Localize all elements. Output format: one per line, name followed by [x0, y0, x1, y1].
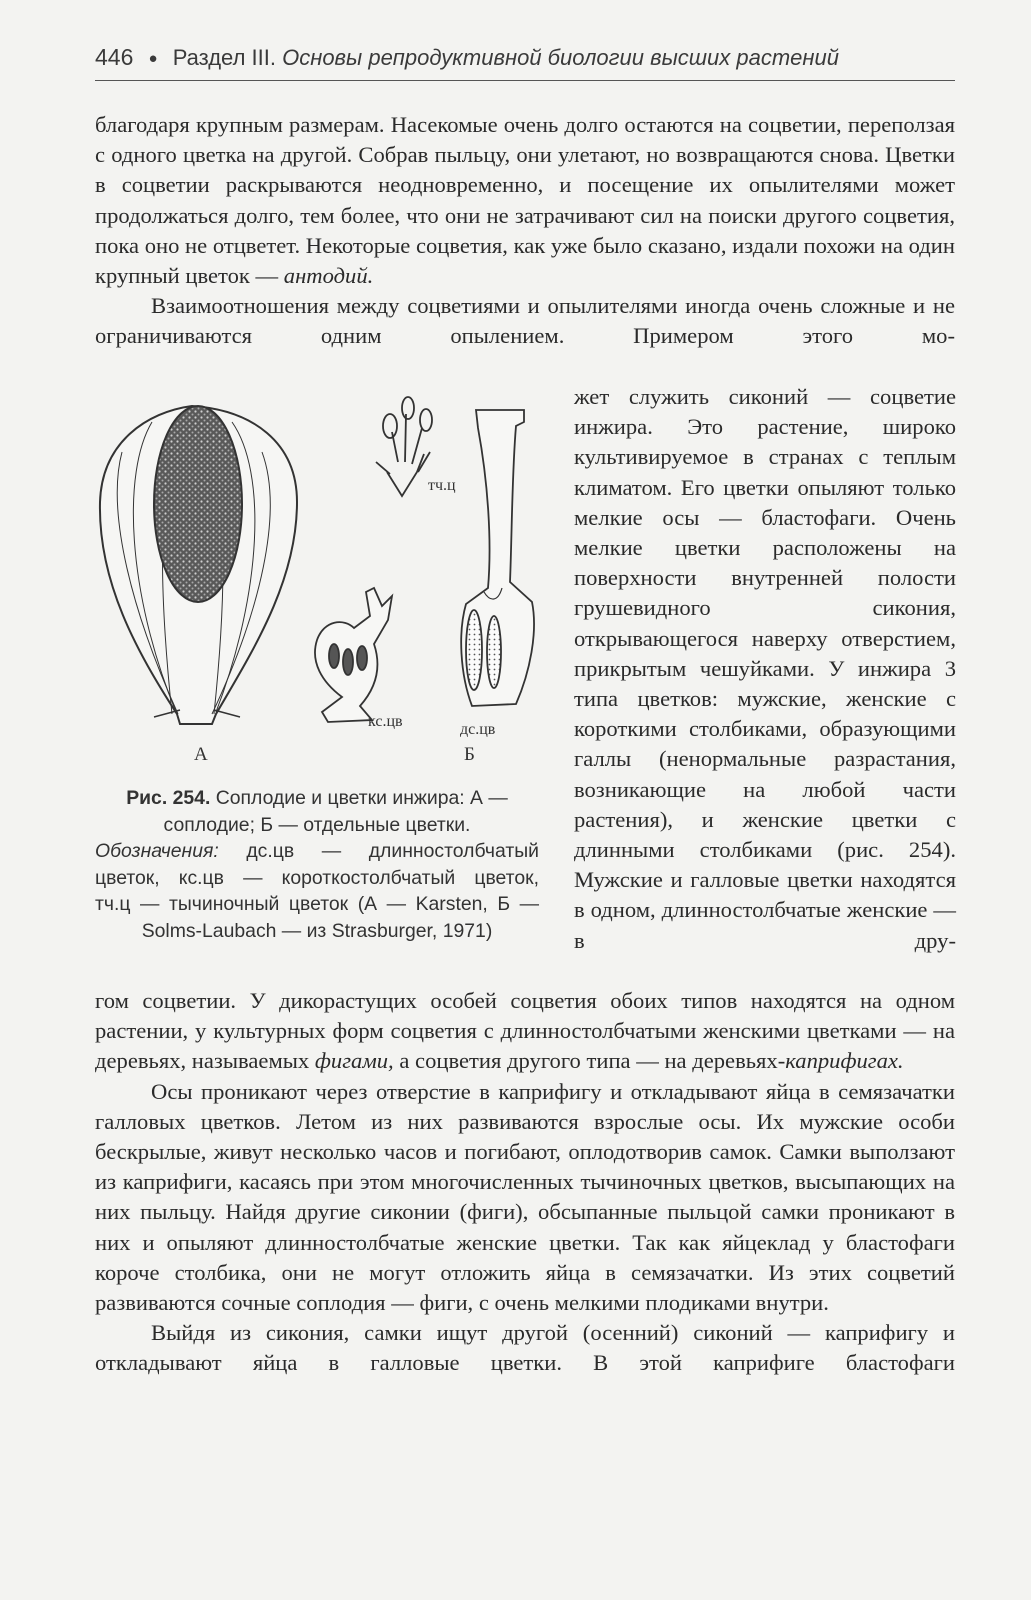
- label-short-styled: кс.цв: [368, 713, 403, 730]
- term-antodium: антодий.: [283, 263, 374, 289]
- paragraph-text: благодаря крупным размерам. Насекомые очень долго остаются на соцветии, переползая с одного цветка на другой. Собрав пыльцу, они улетают, но возвращаются снова. Цветки в соцветии раскрываются неодновременно, и посещение их опылителями может продолжаться долго, тем более, что они не затрачивают сил на поиски другого соцветия, пока оно не отцветет. Некоторые соцветия, как уже было сказано, издали похожи на один крупный цветок —: [95, 112, 955, 289]
- staminate-flower-drawing: [376, 397, 432, 496]
- label-long-styled: дс.цв: [460, 721, 496, 738]
- caption-text: дс.цв — длинностолбчатый: [246, 840, 540, 863]
- caption-line: [95, 785, 539, 812]
- paragraph: Осы проникают через отверстие в каприфигу и откладывают яйца в семязачатки галловых цветков. Летом из них развиваются взрослые осы. Их мужские особи бескрылые, живут несколько часов и погибают, оплодотворив самок. Самки выползают из каприфиги, касаясь при этом многочисленных тычиночных цветков, высыпающих на них пыльцу. Найдя другие сиконии (фиги), обсыпанные пыльцой самки проникают в них и опыляют длинностолбчатые женские цветки. Так как яйцеклад у бластофаги короче столбика, они не могут отложить яйца в семязачатки. Из этих соцветий развиваются сочные соплодия — фиги, с очень мелкими плодиками внутри.: [95, 1078, 955, 1316]
- figure-label-a: А: [194, 744, 208, 765]
- page-number: 446: [95, 44, 134, 70]
- short-styled-flower-drawing: [315, 588, 392, 722]
- caption-line: тч.ц — тычиночный цветок (А — Karsten, Б —: [95, 893, 539, 916]
- paragraph: Выйдя из сикония, самки ищут другой (осенний) сиконий — каприфигу и откладывают яйца в галловые цветки. В этой каприфиге бластофаги: [95, 1320, 955, 1376]
- label-staminate: тч.ц: [428, 477, 456, 494]
- long-styled-flower-drawing: [461, 410, 534, 706]
- section-label: Раздел III.: [172, 45, 276, 70]
- text-block-right-column: [574, 382, 956, 956]
- section-title: Основы репродуктивной биологии высших растений: [282, 45, 839, 70]
- legend-label: Обозначения:: [95, 840, 219, 863]
- caption-line: [95, 838, 539, 865]
- syconium-drawing: [100, 406, 297, 724]
- paragraph-text: а соцветия другого типа — на деревьях-: [399, 1048, 786, 1074]
- paragraph: [95, 110, 955, 291]
- figure-label-b: Б: [464, 744, 475, 765]
- paragraph: Взаимоотношения между соцветиями и опылителями иногда очень сложные и не ограничиваются одним опылением. Примером этого мо-: [95, 293, 955, 349]
- caption-text: Соплодие и цветки инжира: А —: [215, 787, 508, 809]
- figure-number: Рис. 254.: [126, 787, 211, 809]
- caption-line: цветок, кс.цв — короткостолбчатый цветок,: [95, 866, 539, 889]
- figure-caption: [95, 785, 539, 945]
- text-block-top: [95, 110, 955, 352]
- running-header: [95, 44, 955, 81]
- term-caprifigs: каприфигах.: [785, 1048, 904, 1074]
- paragraph: [95, 986, 955, 1077]
- text-block-bottom: [95, 986, 955, 1379]
- caption-line: Solms-Laubach — из Strasburger, 1971): [141, 919, 493, 942]
- paragraph: жет служить сиконий — соцветие инжира. Это растение, широко культивируемое в странах с теплым климатом. Его цветки опыляют только мелкие осы — бластофаги. Очень мелкие цветки расположены на поверхности внутренней полости грушевидного сикония, открывающегося наверху отверстием, прикрытым чешуйками. У инжира 3 типа цветков: мужские, женские с короткими столбиками, образующими галлы (ненормальные разрастания, возникающие на любой части растения), и женские цветки с длинными столбиками (рис. 254). Мужские и галловые цветки находятся в одном, длинностолбчатые женские — в дру-: [574, 384, 956, 953]
- figure-254: [92, 392, 562, 767]
- paragraph-text: гом соцветии. У дикорастущих особей соцветия обоих типов находятся на одном растении, у культурных форм соцветия с длинностолбчатыми женскими цветками — на деревьях, называемых: [95, 988, 955, 1074]
- bullet-separator: ●: [148, 50, 158, 67]
- term-figs: фигами,: [314, 1048, 394, 1074]
- caption-line: соплодие; Б — отдельные цветки.: [163, 813, 471, 836]
